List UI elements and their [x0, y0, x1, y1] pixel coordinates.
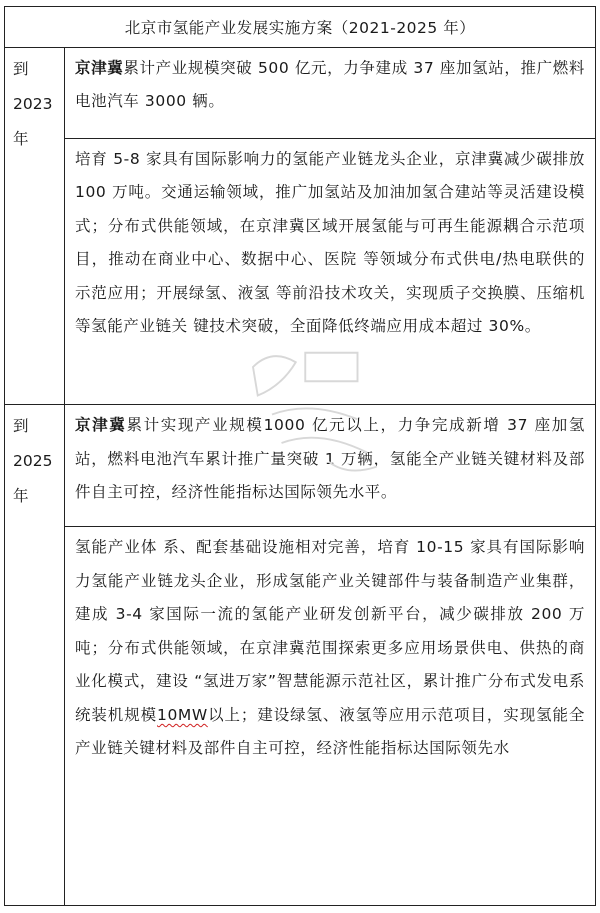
year-line: 年: [13, 487, 29, 506]
content-cell-2025-goals: [65, 405, 596, 527]
table-title: 北京市氢能产业发展实施方案（2021-2025 年）: [5, 7, 596, 48]
year-line: 年: [13, 129, 29, 148]
table-row-2025-goals: [5, 405, 596, 527]
cell-text: 以上；建设绿氢、液氢等应用示范项目，实现氢能全产业链关键材料及部件自主可控，经济性能指标达国际领先水: [75, 705, 585, 758]
year-line: 到: [13, 59, 29, 78]
cell-text: 累计实现产业规模1000 亿元以上，力争完成新增 37 座加氢站，燃料电池汽车累计推广量突破 1 万辆，氢能全产业链关键材料及部件自主可控，经济性能指标达国际领先水平。: [75, 416, 585, 502]
cell-text: 培育 5-8 家具有国际影响力的氢能产业链龙头企业，京津冀减少碳排放 100 万吨。交通运输领域，推广加氢站及加油加氢合建站等灵活建设模式；分布式供能领域，在京津冀区域开展氢能与可再生能源耦合示范项目，推动在商业中心、数据中心、医院 等领域分布式供电/热电联供的示范应用；开展绿氢、液氢 等前沿技术攻关，实现质子交换膜、压缩机等氢能产业链关 键技术突破，全面降低终端应用成本超过 30%。: [75, 149, 585, 336]
cell-text: 累计产业规模突破 500 亿元，力争建成 37 座加氢站，推广燃料电池汽车 3000 辆。: [75, 58, 585, 111]
content-cell-2023-goals: [65, 47, 596, 138]
unit-text: 10MW: [157, 705, 208, 724]
content-cell-2025-details: [65, 527, 596, 906]
year-line: 2023: [13, 94, 53, 113]
year-line: 2025: [13, 452, 53, 471]
cell-text: 氢能产业体 系、配套基础设施相对完善，培育 10-15 家具有国际影响力氢能产业链龙头企业，形成氢能产业关键部件与装备制造产业集群，建成 3-4 家国际一流的氢能产业研发创新平台，减少碳排放 200 万吨；分布式供能领域，在京津冀范围探索更多应用场景供电、供热的商业化模式，建设 “氢进万家”智慧能源示范社区，累计推广分布式发电系统装机规模: [75, 538, 585, 724]
region-label: 京津冀: [75, 58, 124, 77]
title-row: [5, 7, 596, 48]
region-label: 京津冀: [75, 416, 127, 435]
table-row-2023-goals: [5, 47, 596, 138]
plan-table: [4, 6, 596, 906]
table-row-2023-details: [5, 138, 596, 405]
year-line: 到: [13, 417, 29, 436]
year-label-2025: [5, 405, 65, 906]
table-row-2025-details: [5, 527, 596, 906]
content-cell-2023-details: [65, 138, 596, 405]
year-label-2023: [5, 47, 65, 405]
